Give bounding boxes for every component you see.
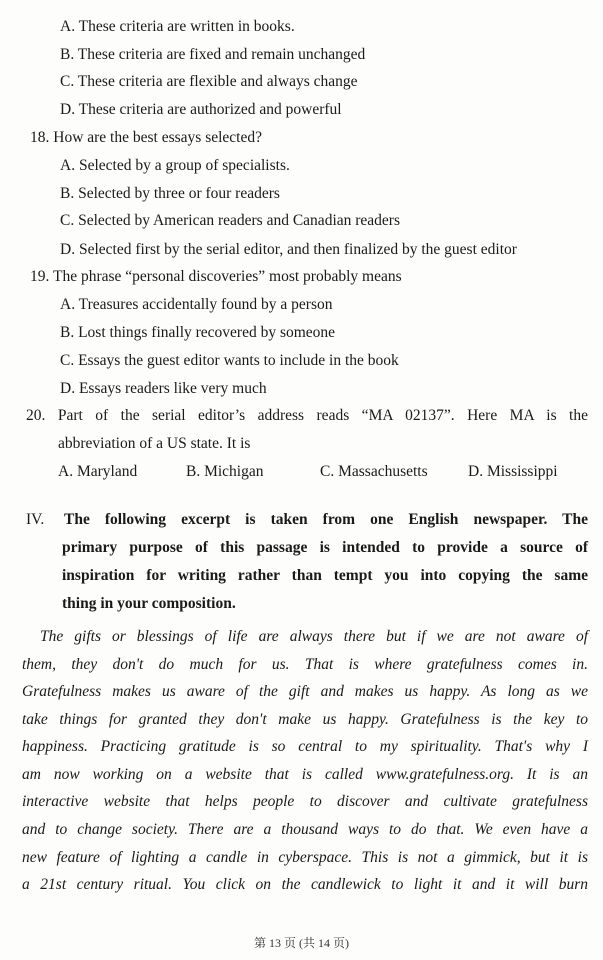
q20-option-b: B. Michigan — [186, 463, 264, 480]
q17-option-c: C. These criteria are flexible and always change — [60, 73, 358, 90]
section-iv-numeral: IV. — [26, 511, 45, 528]
q19-option-d: D. Essays readers like very much — [60, 380, 267, 397]
q18-option-c: C. Selected by American readers and Canadian readers — [60, 212, 400, 229]
passage-line: happiness. Practicing gratitude is so central to my spirituality. That's why I — [22, 738, 588, 755]
q17-option-a: A. These criteria are written in books. — [60, 18, 295, 35]
q19-option-a: A. Treasures accidentally found by a person — [60, 296, 333, 313]
q19-option-c: C. Essays the guest editor wants to include in the book — [60, 352, 399, 369]
q17-option-b: B. These criteria are fixed and remain unchanged — [60, 46, 366, 63]
q20-stem: 20. Part of the serial editor’s address reads “MA 02137”. Here MA is the — [26, 407, 588, 424]
section-iv-line: primary purpose of this passage is intended to provide a source of — [62, 539, 588, 556]
passage-line: them, they don't do much for us. That is where gratefulness comes in. — [22, 656, 588, 673]
q18-option-a: A. Selected by a group of specialists. — [60, 157, 290, 174]
q17-option-d: D. These criteria are authorized and powerful — [60, 101, 342, 118]
passage-line: interactive website that helps people to discover and cultivate gratefulness — [22, 793, 588, 810]
section-iv-line: thing in your composition. — [62, 595, 236, 612]
q20-option-c: C. Massachusetts — [320, 463, 428, 480]
section-iv-line: The following excerpt is taken from one English newspaper. The — [64, 511, 588, 528]
q18-option-d: D. Selected first by the serial editor, and then finalized by the guest editor — [60, 241, 517, 258]
passage-line: Gratefulness makes us aware of the gift and makes us happy. As long as we — [22, 683, 588, 700]
passage-line: am now working on a website that is called www.gratefulness.org. It is an — [22, 766, 588, 783]
q18-stem: 18. How are the best essays selected? — [30, 129, 262, 146]
passage-line: new feature of lighting a candle in cyberspace. This is not a gimmick, but it is — [22, 849, 588, 866]
q19-option-b: B. Lost things finally recovered by someone — [60, 324, 336, 341]
passage-line: take things for granted they don't make us happy. Gratefulness is the key to — [22, 711, 588, 728]
q20-stem-cont: abbreviation of a US state. It is — [58, 435, 251, 452]
section-iv-line: inspiration for writing rather than tempt you into copying the same — [62, 567, 588, 584]
page-footer: 第 13 页 (共 14 页) — [254, 936, 349, 950]
q20-option-a: A. Maryland — [58, 463, 138, 480]
passage-line: and to change society. There are a thousand ways to do that. We even have a — [22, 821, 588, 838]
passage-line: a 21st century ritual. You click on the candlewick to light it and it will burn — [22, 876, 588, 893]
q20-option-d: D. Mississippi — [468, 463, 558, 480]
q18-option-b: B. Selected by three or four readers — [60, 185, 280, 202]
q19-stem: 19. The phrase “personal discoveries” most probably means — [30, 268, 402, 285]
passage-line: The gifts or blessings of life are always there but if we are not aware of — [40, 628, 588, 645]
